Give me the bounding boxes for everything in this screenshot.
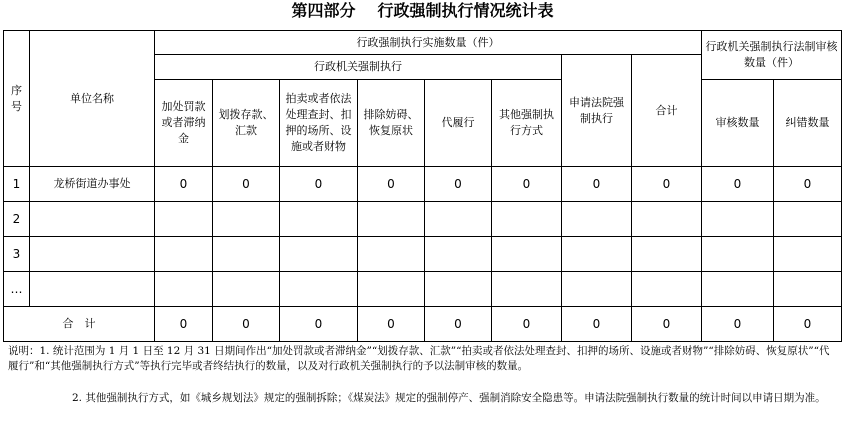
header-col-substitute: 代履行 bbox=[425, 80, 492, 167]
header-review: 审核数量 bbox=[702, 80, 774, 167]
row-unit bbox=[30, 272, 155, 307]
cell bbox=[358, 237, 425, 272]
cell: 0 bbox=[702, 167, 774, 202]
header-unit: 单位名称 bbox=[30, 31, 155, 167]
cell bbox=[425, 272, 492, 307]
cell bbox=[492, 272, 562, 307]
header-total: 合计 bbox=[632, 55, 702, 167]
header-agency-exec: 行政机关强制执行 bbox=[155, 55, 562, 80]
cell: 0 bbox=[155, 307, 213, 342]
row-unit bbox=[30, 237, 155, 272]
row-unit: 龙桥街道办事处 bbox=[30, 167, 155, 202]
cell bbox=[774, 202, 842, 237]
cell: 0 bbox=[774, 307, 842, 342]
row-seq: … bbox=[4, 272, 30, 307]
cell bbox=[492, 202, 562, 237]
cell bbox=[562, 202, 632, 237]
header-col-auction: 拍卖或者依法处理查封、扣押的场所、设施或者财物 bbox=[280, 80, 358, 167]
cell bbox=[632, 202, 702, 237]
cell bbox=[280, 202, 358, 237]
header-court-exec: 申请法院强制执行 bbox=[562, 55, 632, 167]
title-name: 行政强制执行情况统计表 bbox=[377, 1, 554, 20]
cell: 0 bbox=[632, 307, 702, 342]
header-review-group: 行政机关强制执行法制审核数量（件） bbox=[702, 31, 842, 80]
cell: 0 bbox=[632, 167, 702, 202]
cell: 0 bbox=[492, 307, 562, 342]
cell: 0 bbox=[280, 307, 358, 342]
row-seq: 3 bbox=[4, 237, 30, 272]
stats-table bbox=[3, 30, 842, 342]
table-row bbox=[4, 202, 842, 237]
cell: 0 bbox=[425, 167, 492, 202]
cell bbox=[213, 237, 280, 272]
header-col-other: 其他强制执行方式 bbox=[492, 80, 562, 167]
cell: 0 bbox=[213, 167, 280, 202]
cell: 0 bbox=[492, 167, 562, 202]
cell bbox=[562, 237, 632, 272]
cell: 0 bbox=[425, 307, 492, 342]
cell: 0 bbox=[358, 307, 425, 342]
cell bbox=[702, 202, 774, 237]
cell bbox=[155, 272, 213, 307]
cell: 0 bbox=[774, 167, 842, 202]
cell: 0 bbox=[358, 167, 425, 202]
header-col-transfer: 划拨存款、汇款 bbox=[213, 80, 280, 167]
cell bbox=[632, 272, 702, 307]
cell bbox=[280, 272, 358, 307]
cell bbox=[425, 237, 492, 272]
table-row bbox=[4, 167, 842, 202]
cell bbox=[632, 237, 702, 272]
cell: 0 bbox=[280, 167, 358, 202]
cell bbox=[774, 237, 842, 272]
cell: 0 bbox=[155, 167, 213, 202]
table-row bbox=[4, 272, 842, 307]
note-1: 说明：1. 统计范围为 1 月 1 日至 12 月 31 日期间作出“加处罚款或者滞纳金”“划拨存款、汇款”“拍卖或者依法处理查封、扣押的场所、设施或者财物”“排除妨碍、恢复原状”“代履行”和“其他强制执行方式”等执行完毕或者终结执行的数量，以及对行政机关强制执行的予以法制审核的数量。 bbox=[8, 345, 830, 372]
header-seq: 序号 bbox=[4, 31, 30, 167]
cell bbox=[155, 237, 213, 272]
table-row bbox=[4, 237, 842, 272]
cell: 0 bbox=[702, 307, 774, 342]
header-implement-count: 行政强制执行实施数量（件） bbox=[155, 31, 702, 55]
header-correct: 纠错数量 bbox=[774, 80, 842, 167]
cell: 0 bbox=[562, 307, 632, 342]
header-col-fine: 加处罚款或者滞纳金 bbox=[155, 80, 213, 167]
title-part: 第四部分 bbox=[291, 1, 356, 20]
row-seq: 2 bbox=[4, 202, 30, 237]
cell bbox=[774, 272, 842, 307]
cell bbox=[358, 272, 425, 307]
cell bbox=[702, 237, 774, 272]
cell bbox=[213, 272, 280, 307]
row-seq: 1 bbox=[4, 167, 30, 202]
cell bbox=[492, 237, 562, 272]
cell: 0 bbox=[562, 167, 632, 202]
cell bbox=[425, 202, 492, 237]
row-unit bbox=[30, 202, 155, 237]
cell bbox=[280, 237, 358, 272]
header-col-remove: 排除妨碍、恢复原状 bbox=[358, 80, 425, 167]
cell bbox=[702, 272, 774, 307]
cell: 0 bbox=[213, 307, 280, 342]
page-title bbox=[0, 0, 845, 22]
total-label: 合 计 bbox=[4, 307, 155, 342]
cell bbox=[213, 202, 280, 237]
note-2: 2. 其他强制执行方式，如《城乡规划法》规定的强制拆除；《煤炭法》规定的强制停产、强制消除安全隐患等。申请法院强制执行数量的统计时间以申请日期为准。 bbox=[72, 392, 826, 404]
cell bbox=[358, 202, 425, 237]
cell bbox=[155, 202, 213, 237]
total-row bbox=[4, 307, 842, 342]
cell bbox=[562, 272, 632, 307]
